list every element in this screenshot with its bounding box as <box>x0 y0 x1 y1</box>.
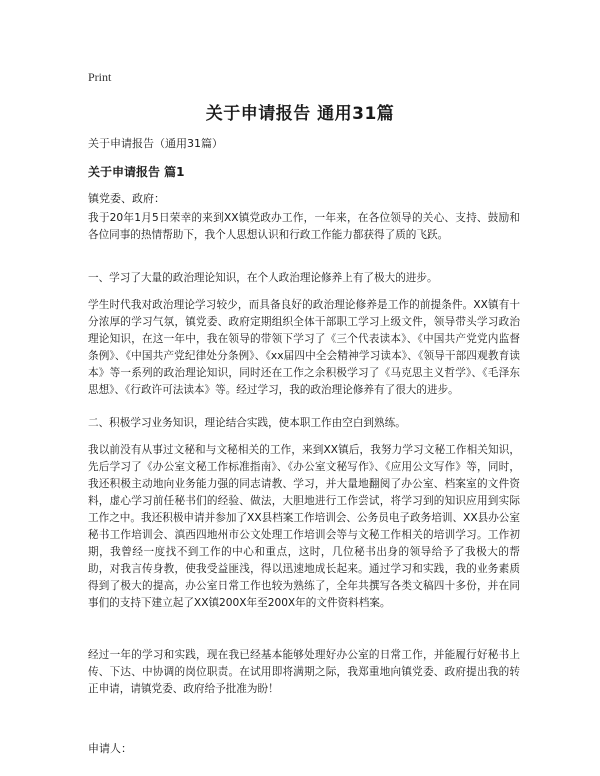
salutation: 镇党委、政府： <box>88 192 165 205</box>
paragraph-point-one: 一、学习了大量的政治理论知识，在个人政治理论修养上有了极大的进步。 <box>88 272 438 284</box>
paragraph-conclusion: 经过一年的学习和实践，现在我已经基本能够处理好办公室的日常工作，并能履行好秘书上传、下达、中协调的岗位职责。在试用即将满期之际，我郑重地向镇党委、政府提出我的转正申请，请镇党委、政府给予批准为盼！ <box>88 649 520 695</box>
paragraph-intro: 我于20年1月5日荣幸的来到XX镇党政办工作，一年来，在各位领导的关心、支持、鼓励和各位同事的热情帮助下，我个人思想认识和行政工作能力都获得了质的飞跃。 <box>88 212 520 241</box>
document-title: 关于申请报告 通用31篇 <box>205 104 395 124</box>
paragraph-theory: 学生时代我对政治理论学习较少，而具备良好的政治理论修养是工作的前提条件。XX镇有十分浓厚的学习气氛，镇党委、政府定期组织全体干部职工学习上级文件，领导带头学习政治理论知识，在这一年中，我在领导的带领下学习了《三个代表读本》、《中国共产党党内监督条例》、《中国共产党纪律处分条例》、《xx届四中全会精神学习读本》、《领导干部四观教育读本》等一系列的政治理论知识，同时还在工作之余积极学习了《马克思主义哲学》、《毛泽东思想》、《行政许可法读本》等。经过学习，我的政治理论修养有了很大的进步。 <box>88 299 520 396</box>
document-subtitle: 关于申请报告（通用31篇） <box>88 137 223 150</box>
signature-label: 申请人： <box>88 742 132 755</box>
print-link[interactable]: Print <box>88 70 112 84</box>
section-heading: 关于申请报告 篇1 <box>88 165 185 179</box>
paragraph-point-two: 二、积极学习业务知识，理论结合实践，使本职工作由空白到熟练。 <box>88 417 406 429</box>
paragraph-work: 我以前没有从事过文秘和与文秘相关的工作，来到XX镇后，我努力学习文秘工作相关知识，先后学习了《办公室文秘工作标准指南》、《办公室文秘写作》、《应用公文写作》等，同时，我还积极主动地向业务能力强的同志请教、学习，并大量地翻阅了办公室、档案室的文件资料，虚心学习前任秘书们的经验、做法，大胆地进行工作尝试，将学习到的知识应用到实际工作之中。我还积极申请并参加了XX县档案工作培训会、公务员电子政务培训、XX县办公室秘书工作培训会、滇西四地州市公文处理工作培训会等与文秘工作相关的培训学习。工作初期，我曾经一度找不到工作的中心和重点，这时，几位秘书出身的领导给予了我极大的帮助，对我言传身教，使我受益匪浅，得以迅速地成长起来。通过学习和实践，我的业务素质得到了极大的提高，办公室日常工作也较为熟练了，全年共撰写各类文稿四十多份，并在同事们的支持下建立起了XX镇200X年至200X年的文件资料档案。 <box>88 444 520 609</box>
